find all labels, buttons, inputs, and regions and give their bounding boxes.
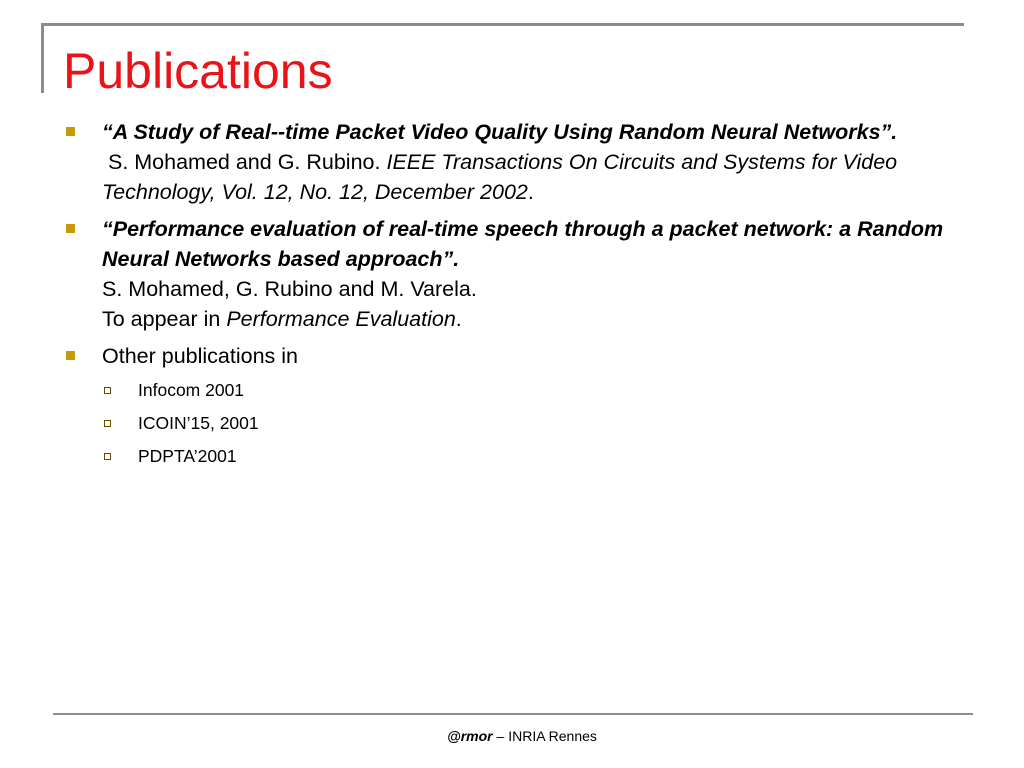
slide-content: [62, 117, 962, 477]
footer-rule: [53, 713, 973, 715]
square-bullet-icon: [66, 351, 75, 360]
square-bullet-icon: [66, 224, 75, 233]
sub-list-item: [62, 444, 962, 468]
venue-period: .: [527, 180, 534, 204]
publication-authors: S. Mohamed, G. Rubino and M. Varela.: [102, 277, 477, 301]
publication-title: “A Study of Real--time Packet Video Quality Using Random Neural Networks”.: [102, 120, 898, 144]
hollow-square-bullet-icon: [104, 453, 111, 460]
publication-item: [62, 117, 962, 207]
footer-brand: @rmor: [447, 728, 493, 744]
venue-name: ICOIN’15, 2001: [138, 413, 259, 433]
venue-name: PDPTA’2001: [138, 446, 237, 466]
publication-venue: Performance Evaluation: [226, 307, 456, 331]
slide-title: Publications: [63, 43, 333, 99]
publication-authors: S. Mohamed and G. Rubino.: [107, 150, 381, 174]
sub-list-item: [62, 411, 962, 435]
square-bullet-icon: [66, 127, 75, 136]
publication-venue: IEEE Transactions On Circuits and Systems for Video Technology, Vol. 12, No. 12, December 2002: [102, 150, 898, 204]
hollow-square-bullet-icon: [104, 420, 111, 427]
slide-footer: [0, 728, 1024, 744]
hollow-square-bullet-icon: [104, 387, 111, 394]
to-appear-label: To appear in: [102, 307, 221, 331]
left-frame-rule: [41, 23, 44, 93]
publication-status: [102, 304, 962, 334]
top-frame-rule: [41, 23, 964, 26]
venue-period: .: [455, 307, 462, 331]
publication-citation: [102, 147, 962, 207]
other-publications-item: [62, 341, 962, 371]
publication-item: [62, 214, 962, 334]
footer-text: – INRIA Rennes: [496, 728, 597, 744]
publication-title: “Performance evaluation of real-time speech through a packet network: a Random Neural Networks based approach”.: [102, 217, 944, 271]
venue-name: Infocom 2001: [138, 380, 245, 400]
other-publications-label: Other publications in: [102, 344, 298, 368]
sub-list-item: [62, 378, 962, 402]
